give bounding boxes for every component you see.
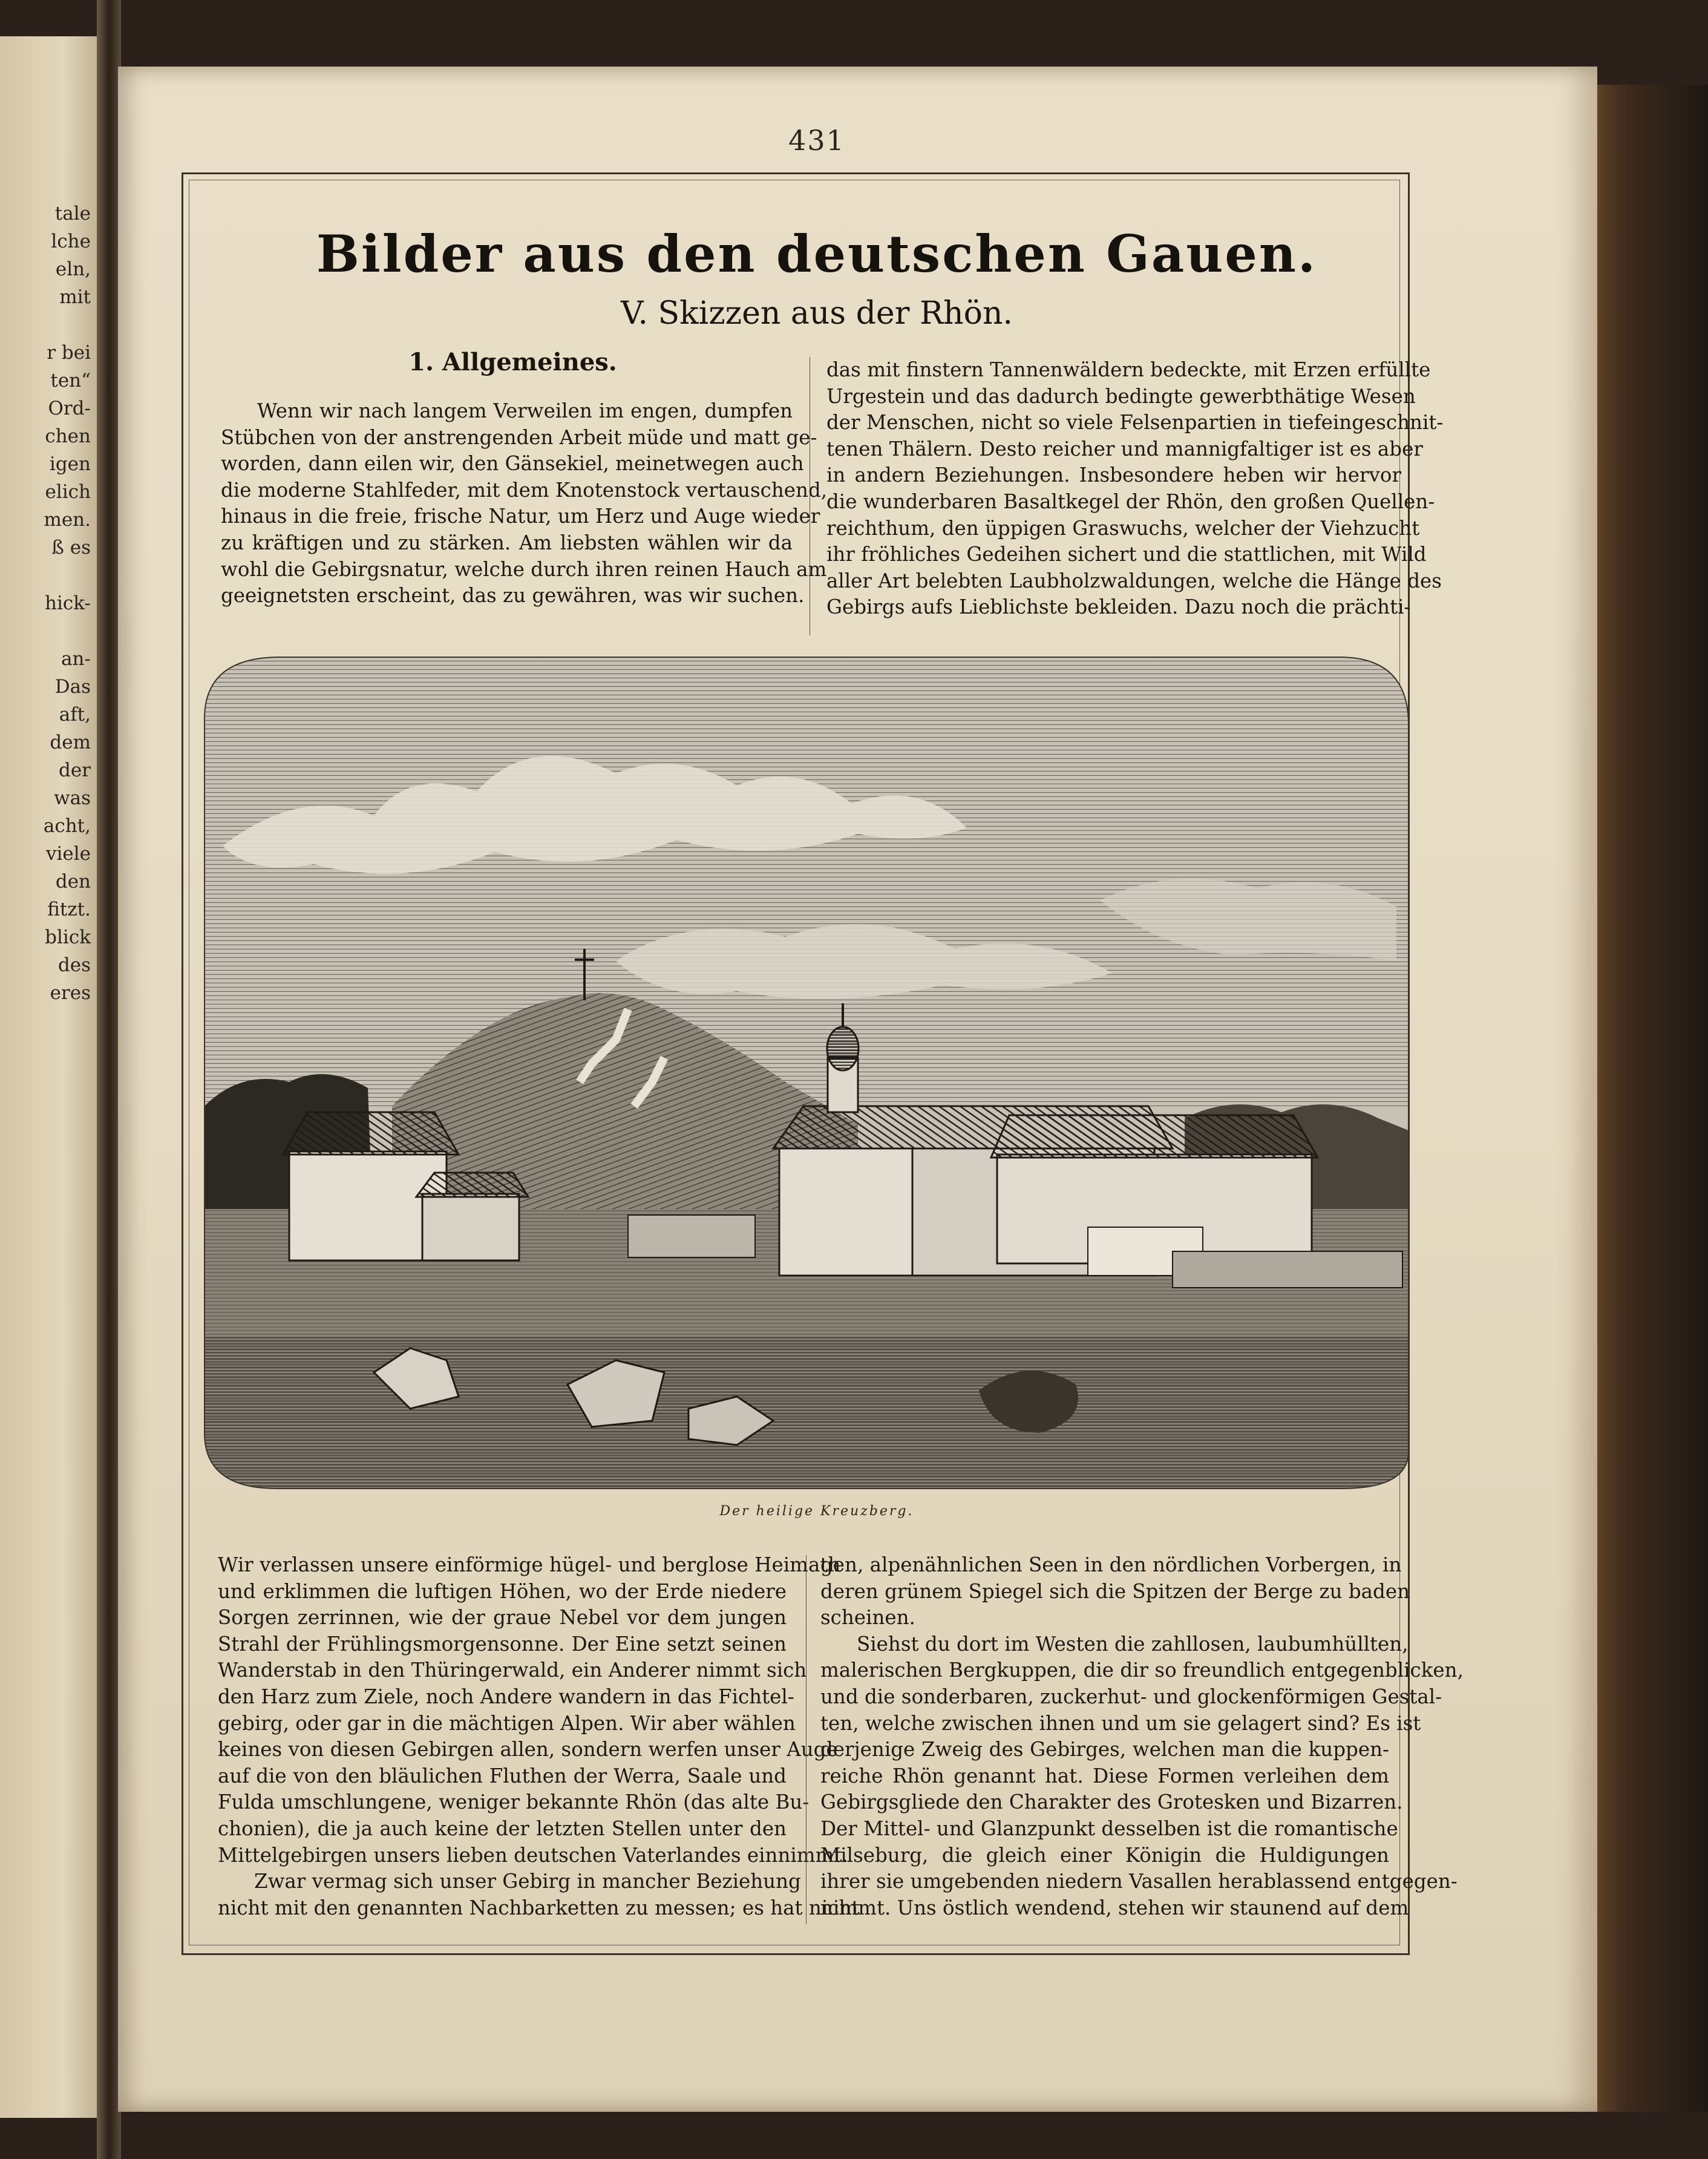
- left-page-fragment: hick-: [45, 592, 91, 614]
- left-page-fragment: mit: [59, 286, 91, 308]
- left-page-fragment: dem: [50, 732, 91, 753]
- text-line: und erklimmen die luftigen Höhen, wo der Erde niedere: [218, 1579, 787, 1603]
- left-page-fragment: des: [57, 954, 91, 976]
- left-page-fragment: [0, 562, 91, 589]
- text-line: Zwar vermag sich unser Gebirg in mancher Beziehung: [254, 1870, 801, 1893]
- text-line: die wunderbaren Basaltkegel der Rhön, den großen Quellen-: [826, 490, 1435, 513]
- text-line: Strahl der Frühlingsmorgensonne. Der Eine setzt seinen: [218, 1632, 787, 1656]
- text-line: Urgestein und das dadurch bedingte gewerbthätige Wesen: [826, 384, 1416, 408]
- text-line: Gebirgsgliede den Charakter des Grotesken und Bizarren.: [820, 1790, 1403, 1814]
- article-title: Bilder aus den deutschen Gauen.: [316, 224, 1318, 284]
- bottom-left-column: [218, 1552, 860, 1921]
- left-page-fragment: ß es: [51, 537, 91, 559]
- text-line: reichthum, den üppigen Graswuchs, welcher der Viehzucht: [826, 516, 1420, 540]
- left-page-fragment: ten“: [50, 370, 91, 392]
- left-page-fragment: eln,: [55, 258, 91, 280]
- text-line: aller Art belebten Laubholzwaldungen, welche die Hänge des: [826, 569, 1442, 592]
- section-heading: 1. Allgemeines.: [408, 348, 617, 376]
- text-line: gen, alpenähnlichen Seen in den nördlichen Vorbergen, in: [820, 1553, 1402, 1576]
- top-right-column: [826, 357, 1444, 621]
- article-subtitle: V. Skizzen aus der Rhön.: [621, 295, 1013, 332]
- left-page-fragment: tale: [54, 203, 91, 224]
- left-page-fragment: [0, 311, 91, 339]
- book-gutter: [97, 0, 121, 2159]
- left-page-fragment: Das: [54, 676, 91, 698]
- left-page-fragment: acht,: [43, 815, 91, 837]
- bottom-column-divider: [806, 1555, 807, 1924]
- text-line: Wanderstab in den Thüringerwald, ein Anderer nimmt sich: [218, 1659, 807, 1682]
- text-line: ihr fröhliches Gedeihen sichert und die stattlichen, mit Wild: [826, 543, 1427, 566]
- text-line: derjenige Zweig des Gebirges, welchen man die kuppen-: [820, 1738, 1389, 1761]
- text-line: ihrer sie umgebenden niedern Vasallen herablassend entgegen-: [820, 1870, 1458, 1893]
- text-line: wohl die Gebirgsnatur, welche durch ihren reinen Hauch am: [221, 557, 827, 581]
- left-page-fragment: an-: [61, 648, 91, 670]
- text-line: hinaus in die freie, frische Natur, um Herz und Auge wieder: [221, 505, 820, 528]
- text-line: nimmt. Uns östlich wendend, stehen wir staunend auf dem: [820, 1896, 1409, 1919]
- left-page-fragment: eres: [50, 982, 91, 1004]
- left-page-fragment: blick: [45, 926, 91, 948]
- book-cover-edge: [1585, 85, 1708, 2112]
- left-page-fragment: der: [58, 759, 91, 781]
- text-line: Wenn wir nach langem Verweilen im engen, dumpfen: [257, 399, 793, 422]
- left-page-fragment: r bei: [47, 342, 91, 364]
- left-page-fragment: den: [55, 871, 91, 893]
- text-line: reiche Rhön genannt hat. Diese Formen verleihen dem: [820, 1764, 1389, 1787]
- bottom-right-column: [820, 1552, 1464, 1921]
- left-page-fragment: Ord-: [48, 398, 91, 419]
- engraving-illustration: [192, 646, 1419, 1499]
- left-page-fragment: [0, 617, 91, 645]
- text-line: Milseburg, die gleich einer Königin die Huldigungen: [820, 1843, 1389, 1867]
- left-page-fragment: lche: [51, 231, 91, 252]
- text-line: zu kräftigen und zu stärken. Am liebsten wählen wir da: [221, 531, 793, 554]
- text-line: nicht mit den genannten Nachbarketten zu messen; es hat nicht: [218, 1896, 860, 1919]
- image-caption: Der heilige Kreuzberg.: [719, 1504, 914, 1519]
- left-page-fragment: viele: [45, 843, 91, 865]
- text-line: deren grünem Spiegel sich die Spitzen der Berge zu baden: [820, 1579, 1410, 1603]
- text-line: Stübchen von der anstrengenden Arbeit müde und matt ge-: [221, 425, 817, 449]
- text-line: Gebirgs aufs Lieblichste bekleiden. Dazu noch die prächti-: [826, 595, 1411, 619]
- text-line: Der Mittel- und Glanzpunkt desselben ist die romantische: [820, 1817, 1398, 1840]
- text-line: Fulda umschlungene, weniger bekannte Rhön (das alte Bu-: [218, 1790, 810, 1814]
- left-page-fragment: fitzt.: [47, 899, 91, 920]
- text-line: geeignetsten erscheint, das zu gewähren, was wir suchen.: [221, 584, 805, 608]
- text-line: chonien), die ja auch keine der letzten Stellen unter den: [218, 1817, 787, 1840]
- left-page-fragment: men.: [44, 509, 91, 531]
- left-page-fragment: igen: [49, 453, 91, 475]
- text-line: Sorgen zerrinnen, wie der graue Nebel vor dem jungen: [218, 1606, 787, 1630]
- left-page-text-fragments: [0, 200, 91, 1007]
- text-line: den Harz zum Ziele, noch Andere wandern in das Fichtel-: [218, 1685, 794, 1708]
- text-line: und die sonderbaren, zuckerhut- und glockenförmigen Gestal-: [820, 1685, 1442, 1708]
- text-line: gebirg, oder gar in die mächtigen Alpen. Wir aber wählen: [218, 1711, 796, 1735]
- text-line: malerischen Bergkuppen, die dir so freundlich entgegenblicken,: [820, 1659, 1464, 1682]
- text-line: der Menschen, nicht so viele Felsenpartien in tiefeingeschnit-: [826, 411, 1444, 434]
- text-line: das mit finstern Tannenwäldern bedeckte, mit Erzen erfüllte: [826, 358, 1431, 381]
- text-line: worden, dann eilen wir, den Gänsekiel, meinetwegen auch: [221, 452, 804, 476]
- text-line: Wir verlassen unsere einförmige hügel- und berglose Heimath: [218, 1553, 841, 1576]
- left-page-fragment: elich: [45, 481, 91, 503]
- top-left-column: [221, 398, 828, 609]
- left-page-fragment: aft,: [59, 704, 91, 726]
- text-line: ten, welche zwischen ihnen und um sie gelagert sind? Es ist: [820, 1711, 1421, 1735]
- text-line: scheinen.: [820, 1606, 915, 1630]
- text-line: die moderne Stahlfeder, mit dem Knotenstock vertauschend,: [221, 478, 828, 502]
- text-line: keines von diesen Gebirgen allen, sondern werfen unser Auge: [218, 1738, 838, 1761]
- text-line: tenen Thälern. Desto reicher und mannigfaltiger ist es aber: [826, 437, 1423, 460]
- text-line: Mittelgebirgen unsers lieben deutschen Vaterlandes einnimmt.: [218, 1843, 848, 1867]
- text-line: Siehst du dort im Westen die zahllosen, laubumhüllten,: [857, 1632, 1409, 1656]
- left-page-fragment: was: [54, 787, 91, 809]
- text-line: auf die von den bläulichen Fluthen der Werra, Saale und: [218, 1764, 787, 1787]
- page-number: 431: [788, 124, 845, 157]
- left-page-fragment: chen: [45, 425, 91, 447]
- text-line: in andern Beziehungen. Insbesondere heben wir hervor: [826, 464, 1401, 487]
